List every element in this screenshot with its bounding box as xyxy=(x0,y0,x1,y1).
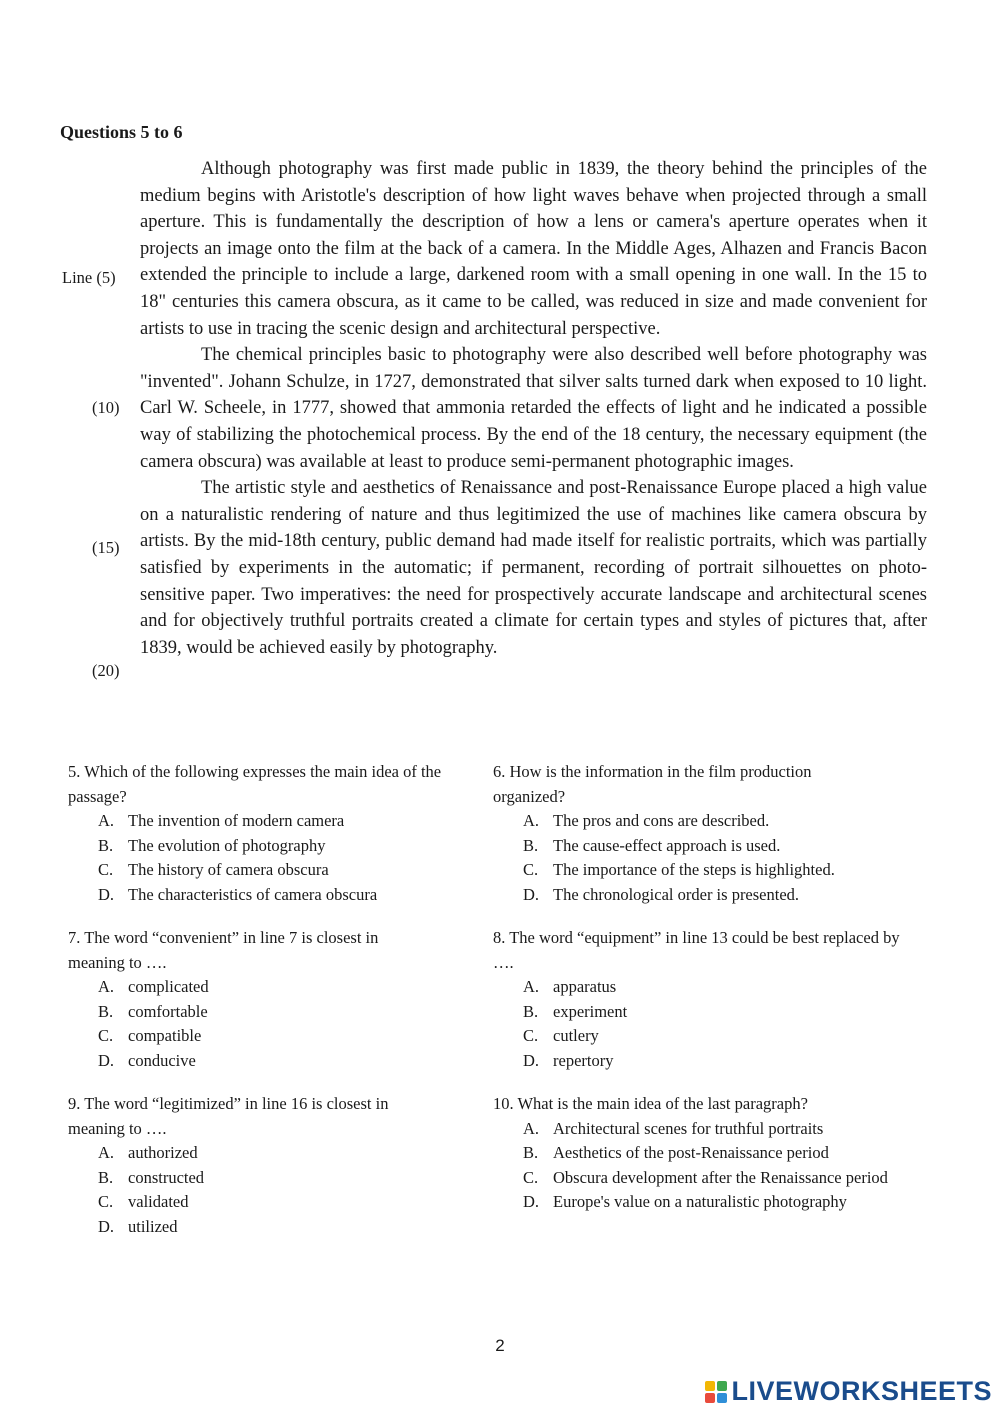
option-c[interactable] xyxy=(523,1024,923,1049)
option-a[interactable] xyxy=(523,1117,923,1142)
brand-name: LIVEWORKSHEETS xyxy=(731,1376,992,1406)
question-stem: 9. The word “legitimized” in line 16 is closest in meaning to …. xyxy=(68,1094,389,1138)
line-number-15: (15) xyxy=(92,538,120,557)
option-letter: C. xyxy=(98,860,114,879)
option-text: The invention of modern camera xyxy=(128,811,345,830)
option-letter: D. xyxy=(98,1216,115,1236)
option-c[interactable] xyxy=(523,1166,923,1191)
option-letter: A. xyxy=(523,977,540,996)
option-a[interactable] xyxy=(523,809,923,834)
option-letter: A. xyxy=(523,811,540,830)
option-c[interactable] xyxy=(523,858,923,883)
question-10 xyxy=(493,1092,923,1215)
option-letter: B. xyxy=(523,835,539,855)
option-d[interactable] xyxy=(98,883,498,908)
option-b[interactable] xyxy=(98,834,498,859)
logo-square-4 xyxy=(717,1393,727,1403)
logo-square-2 xyxy=(717,1381,727,1391)
option-d[interactable] xyxy=(98,1049,498,1074)
option-letter: B. xyxy=(523,1001,539,1021)
question-6 xyxy=(493,760,923,907)
option-letter: A. xyxy=(98,977,115,996)
option-letter: C. xyxy=(523,1026,539,1045)
question-stem: 5. Which of the following expresses the main idea of the passage? xyxy=(68,762,442,806)
option-text: The cause-effect approach is used. xyxy=(553,835,781,855)
option-b[interactable] xyxy=(523,834,923,859)
option-letter: B. xyxy=(98,1001,114,1021)
logo-square-3 xyxy=(705,1393,715,1403)
option-letter: B. xyxy=(98,1167,114,1187)
option-letter: C. xyxy=(523,1167,539,1187)
line-number-20: (20) xyxy=(92,661,120,680)
option-b[interactable] xyxy=(523,1000,923,1025)
option-text: The pros and cons are described. xyxy=(553,811,770,830)
logo-square-1 xyxy=(705,1381,715,1391)
liveworksheets-logo-icon xyxy=(705,1381,727,1403)
section-heading: Questions 5 to 6 xyxy=(60,122,183,142)
option-c[interactable] xyxy=(98,858,498,883)
reading-passage xyxy=(140,156,927,661)
option-letter: C. xyxy=(98,1026,114,1045)
passage-paragraph-2: The chemical principles basic to photography were also described well before photography was "invented". Johann Schulze, in 1727, demonstrated that silver salts turned dark when exposed to 10 light. Carl W. Scheele, in 1777, showed that ammonia retarded the effects of light and he indicated a possible way of stabilizing the photochemical process. By the end of the 18 century, the necessary equipment (the camera obscura) was available at least to produce semi-permanent photographic images. xyxy=(140,345,927,472)
question-stem: 8. The word “equipment” in line 13 could be best replaced by …. xyxy=(493,928,900,972)
option-letter: C. xyxy=(98,1192,114,1211)
question-8 xyxy=(493,926,923,1073)
option-b[interactable] xyxy=(98,1000,498,1025)
option-text: repertory xyxy=(553,1050,614,1070)
option-letter: D. xyxy=(98,884,115,904)
option-letter: D. xyxy=(98,1050,115,1070)
option-b[interactable] xyxy=(98,1166,498,1191)
question-5 xyxy=(68,760,498,907)
option-a[interactable] xyxy=(98,1141,498,1166)
option-text: The chronological order is presented. xyxy=(553,884,800,904)
option-letter: D. xyxy=(523,1192,540,1211)
option-letter: D. xyxy=(523,1050,540,1070)
option-text: The characteristics of camera obscura xyxy=(128,884,378,904)
line-number-5: Line (5) xyxy=(62,268,116,287)
option-text: The evolution of photography xyxy=(128,835,326,855)
option-text: The history of camera obscura xyxy=(128,860,329,879)
option-letter: D. xyxy=(523,884,540,904)
option-c[interactable] xyxy=(98,1190,498,1215)
question-stem: 7. The word “convenient” in line 7 is closest in meaning to …. xyxy=(68,928,379,972)
option-text: experiment xyxy=(553,1001,628,1021)
option-text: utilized xyxy=(128,1216,178,1236)
option-letter: A. xyxy=(98,1143,115,1162)
option-b[interactable] xyxy=(523,1141,923,1166)
option-text: validated xyxy=(128,1192,189,1211)
option-text: comfortable xyxy=(128,1001,208,1021)
option-d[interactable] xyxy=(523,1049,923,1074)
option-text: conducive xyxy=(128,1050,196,1070)
option-text: Architectural scenes for truthful portraits xyxy=(553,1118,824,1138)
passage-paragraph-3: The artistic style and aesthetics of Renaissance and post-Renaissance Europe placed a high value on a naturalistic rendering of nature and thus legitimized the use of machines like camera obscura by artists. By the mid-18th century, public demand had made itself for realistic portraits, which was partially satisfied by experiments in the automatic; if permanent, recording of portrait silhouettes on photo-sensitive paper. Two imperatives: the need for prospectively accurate landscape and architectural scenes and for objectively truthful portraits created a climate for certain types and styles of pictures that, after 1839, would be achieved easily by photography. xyxy=(140,478,927,658)
option-text: Aesthetics of the post-Renaissance period xyxy=(553,1143,829,1162)
option-a[interactable] xyxy=(523,975,923,1000)
option-c[interactable] xyxy=(98,1024,498,1049)
question-9 xyxy=(68,1092,498,1239)
option-d[interactable] xyxy=(98,1215,498,1240)
option-d[interactable] xyxy=(523,883,923,908)
option-letter: B. xyxy=(523,1143,539,1162)
question-stem: 6. How is the information in the film production organized? xyxy=(493,762,812,806)
option-text: constructed xyxy=(128,1167,205,1187)
line-number-10: (10) xyxy=(92,398,120,417)
option-letter: B. xyxy=(98,835,114,855)
question-stem: 10. What is the main idea of the last paragraph? xyxy=(493,1094,808,1113)
option-letter: A. xyxy=(523,1118,540,1138)
liveworksheets-brand[interactable] xyxy=(705,1376,992,1407)
option-text: Europe's value on a naturalistic photography xyxy=(553,1192,847,1211)
option-text: apparatus xyxy=(553,977,617,996)
passage-paragraph-1: Although photography was first made public in 1839, the theory behind the principles of the medium begins with Aristotle's description of how light waves behave when projected through a small aperture. This is fundamentally the description of how a lens or camera's aperture operates when it projects an image onto the film at the back of a camera. In the Middle Ages, Alhazen and Francis Bacon extended the principle to include a large, darkened room with a small opening in one wall. In the 15 to 18" centuries this camera obscura, as it came to be called, was reduced in size and made convenient for artists to use in tracing the scenic design and architectural perspective. xyxy=(140,159,927,339)
option-text: authorized xyxy=(128,1143,198,1162)
question-7 xyxy=(68,926,498,1073)
option-a[interactable] xyxy=(98,975,498,1000)
page-number: 2 xyxy=(495,1336,505,1355)
option-letter: A. xyxy=(98,811,115,830)
option-d[interactable] xyxy=(523,1190,923,1215)
option-text: Obscura development after the Renaissance period xyxy=(553,1167,888,1187)
option-text: complicated xyxy=(128,977,209,996)
option-text: The importance of the steps is highlighted. xyxy=(553,860,835,879)
option-text: compatible xyxy=(128,1026,202,1045)
option-a[interactable] xyxy=(98,809,498,834)
option-letter: C. xyxy=(523,860,539,879)
option-text: cutlery xyxy=(553,1026,599,1045)
